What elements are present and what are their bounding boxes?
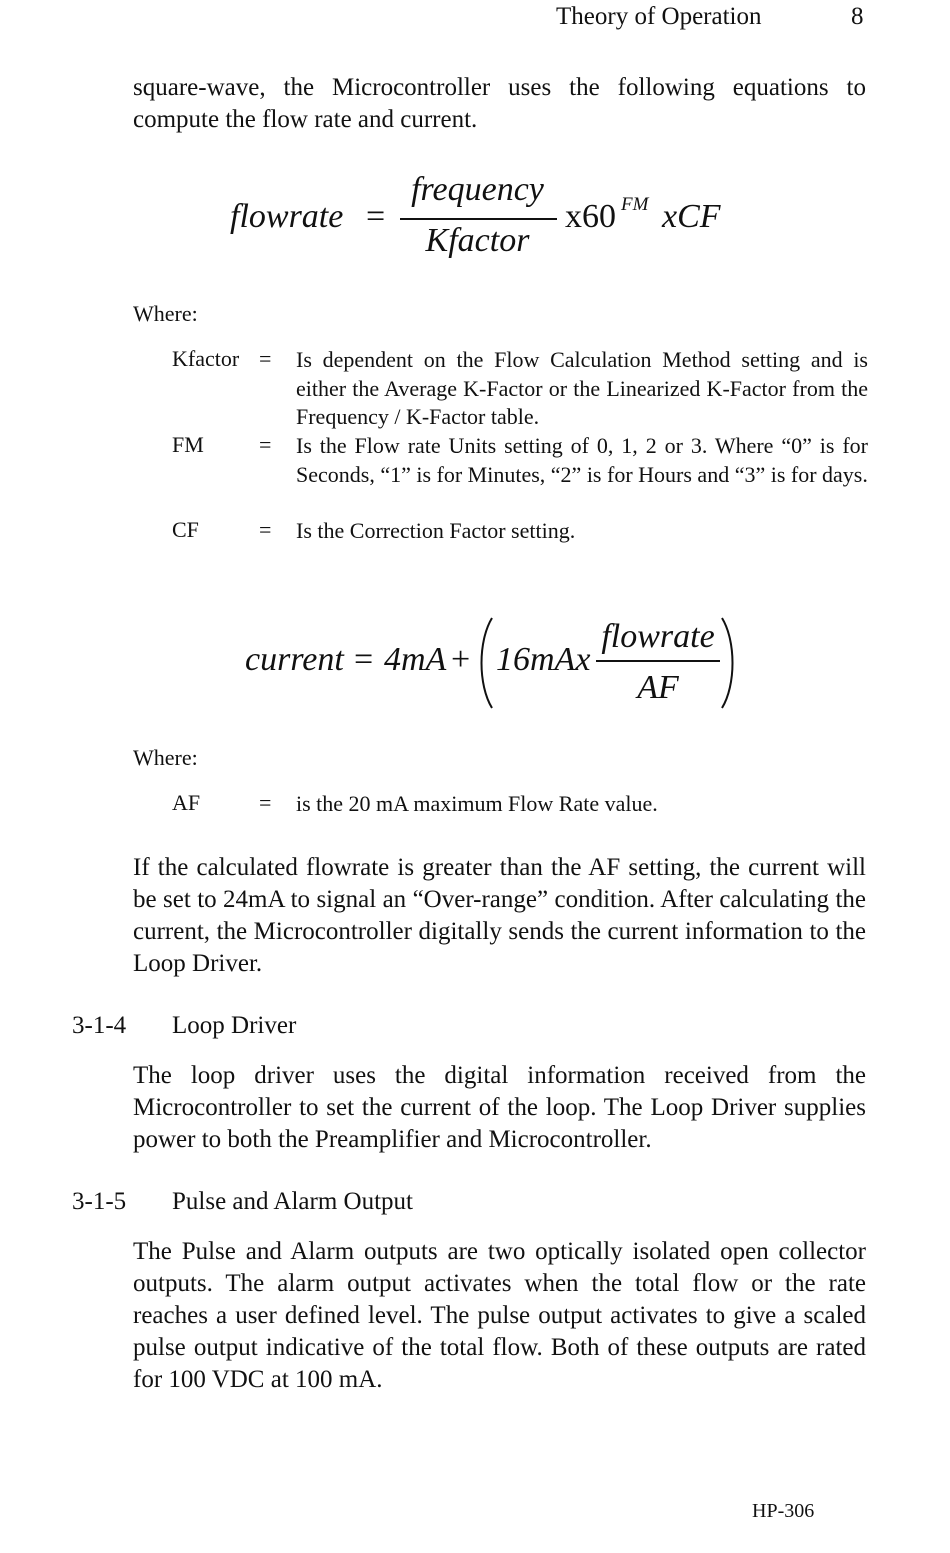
section-title-pulse-alarm: Pulse and Alarm Output xyxy=(172,1188,413,1215)
eq2-term1: 4mA xyxy=(384,641,447,678)
eq2-left-paren xyxy=(474,616,496,710)
def-term-kfactor: Kfactor xyxy=(172,346,240,371)
section-text-pulse-alarm: The Pulse and Alarm outputs are two optically isolated open collector outputs. The alarm output activates when the total flow or the rate reaches a user defined level. The pulse output activates to give a scaled pulse output indicative of the total flow. Both of these outputs are rated for 100 VDC at 100 mA. xyxy=(133,1238,866,1393)
def-text-kfactor: Is dependent on the Flow Calculation Method setting and is either the Average K-Factor or the Linearized K-Factor from the Frequency / K-Factor table. xyxy=(296,347,868,429)
def-term-af: AF xyxy=(172,790,201,815)
eq1-lhs: flowrate xyxy=(230,198,344,235)
page-number: 8 xyxy=(851,3,864,30)
running-header-title: Theory of Operation xyxy=(556,3,762,30)
eq2-fraction-bar xyxy=(596,660,720,662)
eq1-multiplier: x60 xyxy=(565,198,616,235)
section-number-loop-driver: 3-1-4 xyxy=(72,1012,127,1039)
eq2-equals: = xyxy=(354,641,374,678)
where-label-2: Where: xyxy=(133,745,198,770)
eq2-lhs: current xyxy=(245,641,344,678)
eq1-numerator: frequency xyxy=(411,171,544,208)
section-title-loop-driver: Loop Driver xyxy=(172,1012,297,1039)
overrange-paragraph: If the calculated flowrate is greater than the AF setting, the current will be set to 24mA to signal an “Over-range” condition. After calculating the current, the Microcontroller digitally sends the current information to the Loop Driver. xyxy=(133,854,866,977)
where-label-1: Where: xyxy=(133,301,198,326)
footer-doc-id: HP-306 xyxy=(752,1500,815,1522)
def-text-af: is the 20 mA maximum Flow Rate value. xyxy=(296,791,658,816)
intro-paragraph: square-wave, the Microcontroller uses the following equations to compute the flow rate and current. xyxy=(133,74,866,133)
def-eq-af: = xyxy=(259,790,272,815)
flowrate-equation xyxy=(0,165,950,275)
eq2-numerator: flowrate xyxy=(601,618,715,655)
current-equation xyxy=(0,612,950,712)
def-eq-kfactor: = xyxy=(259,346,272,371)
eq2-plus: + xyxy=(451,641,471,678)
def-eq-cf: = xyxy=(259,517,272,542)
eq1-exponent: FM xyxy=(621,194,649,215)
section-number-pulse-alarm: 3-1-5 xyxy=(72,1188,127,1215)
def-text-cf: Is the Correction Factor setting. xyxy=(296,518,576,543)
def-eq-fm: = xyxy=(259,432,272,457)
eq2-denominator: AF xyxy=(637,669,679,706)
eq1-factor: xCF xyxy=(662,198,721,235)
eq2-right-paren xyxy=(718,616,740,710)
def-term-fm: FM xyxy=(172,432,204,457)
section-text-loop-driver: The loop driver uses the digital information received from the Microcontroller to set the current of the loop. The Loop Driver supplies power to both the Preamplifier and Microcontroller. xyxy=(133,1062,866,1153)
eq1-fraction-bar xyxy=(400,218,557,220)
def-term-cf: CF xyxy=(172,517,199,542)
eq1-equals: = xyxy=(366,198,386,235)
eq1-denominator: Kfactor xyxy=(425,222,530,259)
eq2-coefficient: 16mAx xyxy=(496,641,591,678)
def-text-fm: Is the Flow rate Units setting of 0, 1, 2 or 3. Where “0” is for Seconds, “1” is for Minutes, “2” is for Hours and “3” is for days. xyxy=(296,433,868,487)
